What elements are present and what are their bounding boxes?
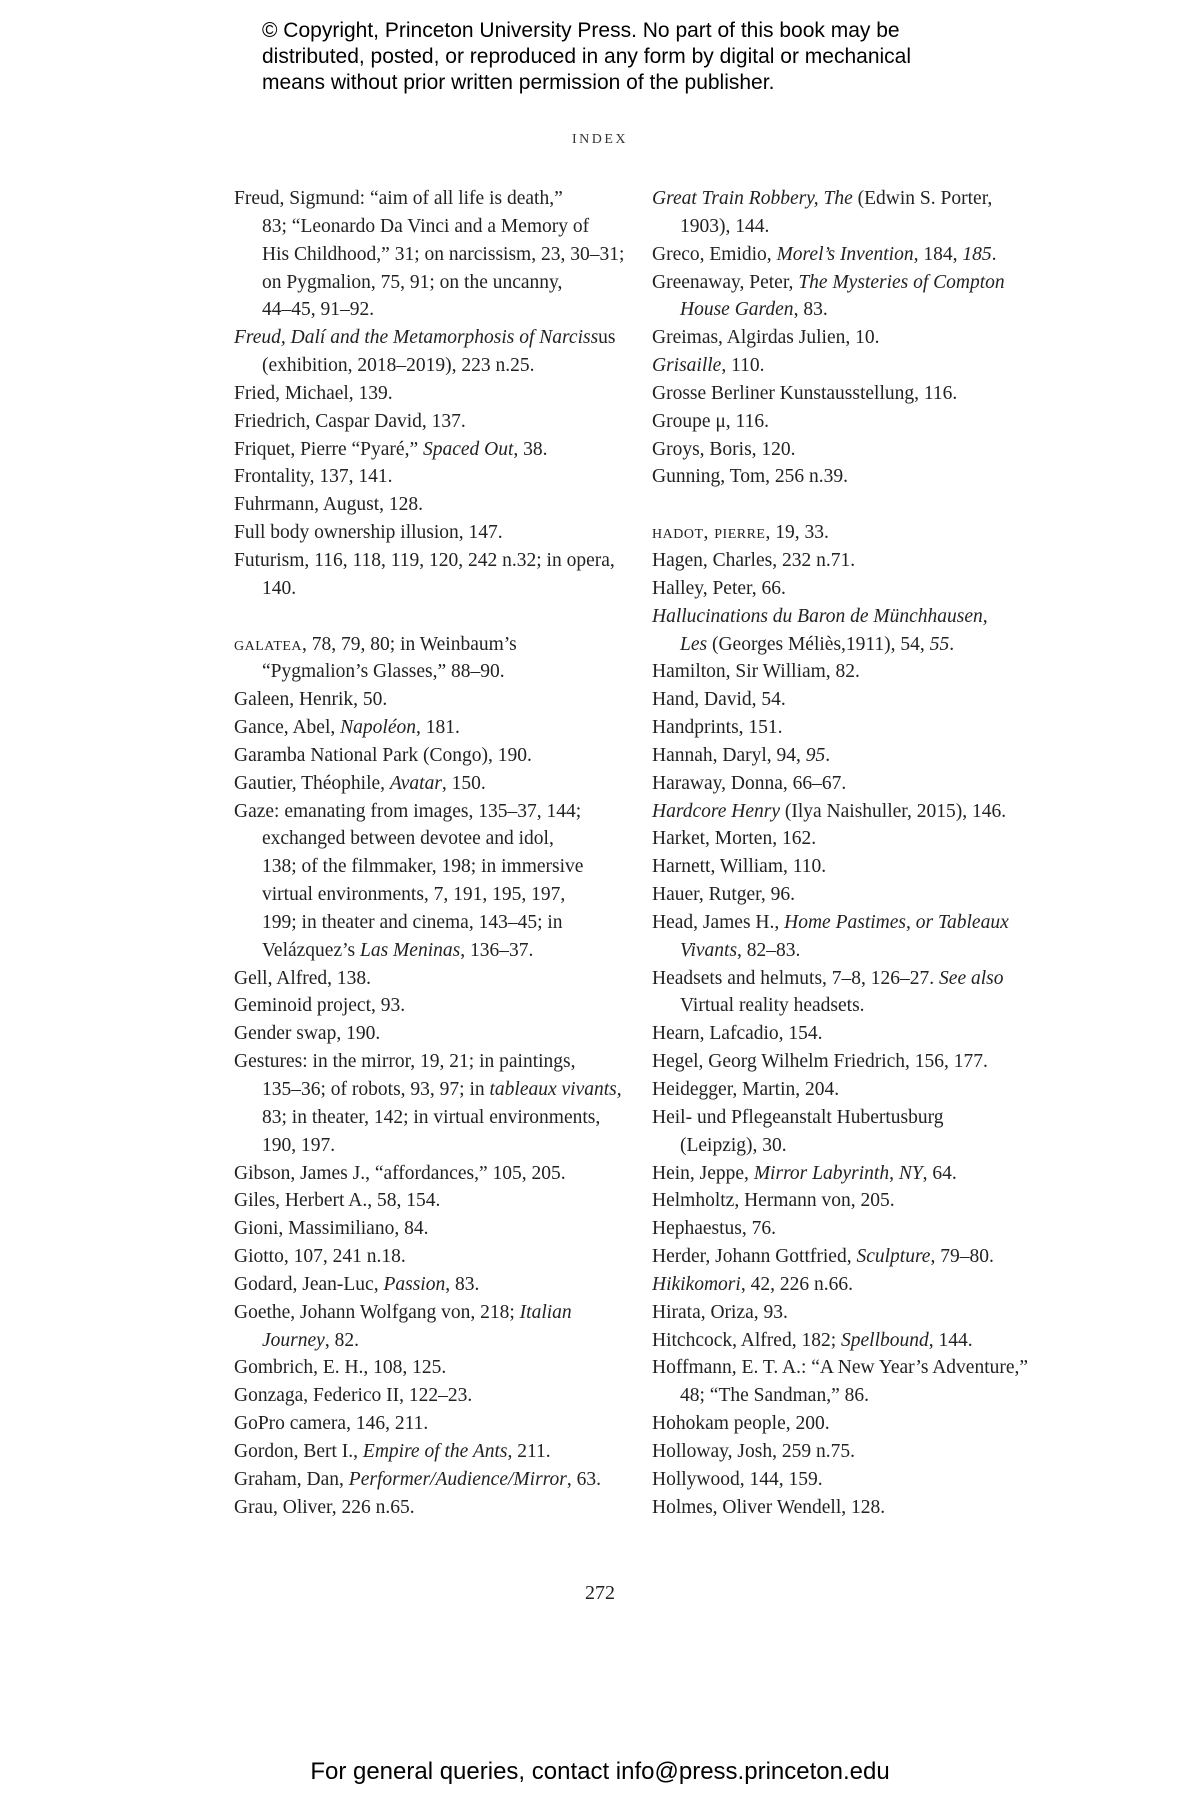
text: Gordon, Bert I., (234, 1440, 363, 1462)
index-entry: Hearn, Lafcadio, 154. (652, 1023, 823, 1045)
text: Gautier, Théophile, (234, 772, 390, 794)
italic-text: See also (939, 967, 1004, 989)
italic-text: Passion (383, 1273, 446, 1295)
index-entry (652, 965, 1052, 993)
index-entry: Hoffmann, E. T. A.: “A New Year’s Adventure,” (652, 1357, 1029, 1379)
index-entry: Fuhrmann, August, 128. (234, 494, 424, 516)
italic-text: tableaux vivants (489, 1079, 617, 1100)
small-caps-heading: galatea (234, 633, 303, 655)
index-entry-continuation: 190, 197. (262, 1134, 336, 1156)
text: Hein, Jeppe, (652, 1162, 754, 1184)
text: , 19, 33. (765, 522, 829, 544)
index-entry: Gestures: in the mirror, 19, 21; in paintings, (234, 1051, 576, 1073)
text: , 82–83. (737, 939, 801, 961)
index-entry (234, 1271, 634, 1299)
index-entry (234, 770, 634, 798)
index-entry (652, 1160, 1052, 1188)
index-entry: GoPro camera, 146, 211. (234, 1413, 429, 1435)
index-entry: Hirata, Oriza, 93. (652, 1301, 788, 1323)
index-entry: Giles, Herbert A., 58, 154. (234, 1190, 441, 1212)
italic-text: Sculpture (856, 1246, 931, 1268)
italic-text: Italian (519, 1301, 572, 1323)
text: . (949, 633, 955, 655)
text: , 83. (445, 1273, 480, 1295)
index-entry-continuation: (Leipzig), 30. (680, 1134, 787, 1156)
index-entry (652, 603, 1052, 631)
index-entry: Full body ownership illusion, 147. (234, 522, 503, 544)
index-entry: Galeen, Henrik, 50. (234, 689, 388, 711)
index-entry-continuation: exchanged between devotee and idol, (262, 828, 554, 850)
italic-text: Morel’s Invention (776, 243, 914, 265)
text: , 64. (922, 1162, 957, 1184)
index-entry-continuation: 48; “The Sandman,” 86. (680, 1385, 869, 1407)
index-entry-continuation: virtual environments, 7, 191, 195, 197, (262, 884, 566, 906)
italic-text: 55 (929, 633, 950, 655)
index-entry (652, 742, 1052, 770)
index-entry (652, 1271, 1052, 1299)
page-number: 272 (585, 1582, 615, 1604)
small-caps-heading: hadot, pierre (652, 522, 766, 544)
index-entry: Frontality, 137, 141. (234, 466, 393, 488)
copyright-line: means without prior written permission of the publisher. (262, 71, 775, 94)
index-entry: Harket, Morten, 162. (652, 828, 817, 850)
index-entry: Geminoid project, 93. (234, 995, 406, 1017)
index-entry: Grau, Oliver, 226 n.65. (234, 1496, 415, 1518)
text: , (616, 1079, 622, 1100)
copyright-notice (262, 18, 1022, 96)
index-entry-continuation: 44–45, 91–92. (262, 299, 375, 321)
index-entry-continuation (234, 1327, 634, 1355)
text: (Edwin S. Porter, (852, 188, 993, 209)
index-entry-continuation (234, 937, 634, 965)
italic-text: House Garden (680, 299, 794, 321)
copyright-line: distributed, posted, or reproduced in any form by digital or mechanical (262, 45, 912, 68)
text: . (825, 744, 831, 766)
italic-text: Las Meninas (360, 939, 461, 961)
index-entry: Groupe μ, 116. (652, 410, 769, 432)
text: Greenaway, Peter, (652, 271, 799, 293)
contact-footer: For general queries, contact info@press.princeton.edu (310, 1758, 890, 1785)
index-entry (234, 1438, 634, 1466)
italic-text: Spellbound (841, 1329, 929, 1351)
index-entry: Helmholtz, Hermann von, 205. (652, 1190, 895, 1212)
index-entry: Gunning, Tom, 256 n.39. (652, 466, 848, 488)
italic-text: Les (680, 633, 708, 655)
index-entry (234, 714, 634, 742)
index-entry: Garamba National Park (Congo), 190. (234, 744, 532, 766)
text: , 136–37. (460, 939, 534, 961)
index-entry: Gonzaga, Federico II, 122–23. (234, 1385, 473, 1407)
text: Goethe, Johann Wolfgang von, 218; (234, 1301, 520, 1323)
italic-text: Spaced Out (422, 438, 514, 460)
italic-text: Avatar (389, 772, 442, 794)
index-entry (234, 1299, 634, 1327)
text: Hitchcock, Alfred, 182; (652, 1329, 841, 1351)
section-gap (234, 603, 634, 631)
italic-text: Grisaille (652, 355, 722, 377)
index-entry: Heidegger, Martin, 204. (652, 1079, 840, 1100)
index-entry (652, 798, 1052, 826)
text: Hannah, Daryl, 94, (652, 744, 806, 766)
text: , 38. (513, 438, 548, 460)
index-entry: Greimas, Algirdas Julien, 10. (652, 327, 880, 349)
index-entry-continuation: 1903), 144. (680, 215, 770, 237)
index-entry: Holloway, Josh, 259 n.75. (652, 1440, 855, 1462)
italic-text: Hardcore Henry (652, 800, 780, 822)
index-entry: Hamilton, Sir William, 82. (652, 661, 860, 683)
index-column-left (234, 185, 634, 1522)
italic-text: Performer/Audience/Mirror (348, 1468, 567, 1490)
text: , 82. (324, 1329, 359, 1351)
index-entry: Gombrich, E. H., 108, 125. (234, 1357, 447, 1379)
copyright-line: © Copyright, Princeton University Press. No part of this book may be (262, 19, 900, 42)
index-entry: Gioni, Massimiliano, 84. (234, 1218, 429, 1240)
index-entry (652, 519, 1052, 547)
index-entry: Gell, Alfred, 138. (234, 967, 372, 989)
italic-text: Vivants (680, 939, 738, 961)
text: , 63. (566, 1468, 601, 1490)
index-entry: Gaze: emanating from images, 135–37, 144; (234, 800, 582, 822)
italic-text: Mirror Labyrinth, NY (753, 1162, 923, 1184)
index-entry (652, 1327, 1052, 1355)
index-entry: Groys, Boris, 120. (652, 438, 796, 460)
index-entry-continuation: 140. (262, 577, 297, 599)
text: , 144. (928, 1329, 973, 1351)
index-entry-continuation: Virtual reality headsets. (680, 995, 865, 1017)
text: , 184, (913, 243, 963, 265)
italic-text: The Mysteries of Compton (798, 271, 1005, 293)
index-entry (234, 324, 634, 352)
text: Gance, Abel, (234, 717, 341, 739)
index-entry: Handprints, 151. (652, 717, 783, 739)
text: Greco, Emidio, (652, 243, 777, 265)
italic-text: Hallucinations du Baron de Münchhausen, (652, 605, 988, 627)
index-entry-continuation (652, 937, 1052, 965)
index-entry (234, 631, 634, 659)
italic-text: Hikikomori (652, 1273, 741, 1295)
index-entry: Hand, David, 54. (652, 689, 786, 711)
italic-text: 185 (962, 243, 992, 265)
index-entry-continuation: 199; in theater and cinema, 143–45; in (262, 911, 563, 933)
index-entry (652, 352, 1052, 380)
index-entry-continuation (652, 631, 1052, 659)
text: , 42, 226 n.66. (740, 1273, 853, 1295)
index-entry (652, 1243, 1052, 1271)
index-entry: Hagen, Charles, 232 n.71. (652, 549, 856, 571)
italic-text: Journey (262, 1329, 325, 1351)
index-entry-continuation: 83; in theater, 142; in virtual environments, (262, 1106, 601, 1128)
text: , 83. (793, 299, 828, 321)
italic-text: Napoléon (340, 717, 416, 739)
text: Velázquez’s (262, 939, 360, 961)
text: , 181. (415, 717, 460, 739)
italic-text: Freud, Dalí and the Metamorphosis of Narciss (234, 327, 599, 349)
index-column-right (652, 185, 1052, 1522)
index-entry: Halley, Peter, 66. (652, 577, 786, 599)
index-entry: Friedrich, Caspar David, 137. (234, 410, 466, 432)
index-entry: Giotto, 107, 241 n.18. (234, 1246, 406, 1268)
index-entry-continuation: 138; of the filmmaker, 198; in immersive (262, 856, 584, 878)
text: Head, James H., (652, 911, 785, 933)
text: us (598, 327, 616, 349)
text: (Ilya Naishuller, 2015), 146. (779, 800, 1007, 822)
index-entry (652, 241, 1052, 269)
index-entry: Harnett, William, 110. (652, 856, 827, 878)
text: , 150. (441, 772, 486, 794)
index-entry: Hohokam people, 200. (652, 1413, 830, 1435)
index-entry-continuation: His Childhood,” 31; on narcissism, 23, 30–31; (262, 243, 625, 265)
index-entry (652, 909, 1052, 937)
text: (Georges Méliès,1911), 54, (707, 633, 930, 655)
text: Godard, Jean-Luc, (234, 1273, 384, 1295)
index-entry-continuation (234, 1076, 634, 1104)
index-entry (234, 436, 634, 464)
section-gap (652, 491, 1052, 519)
italic-text: 95 (805, 744, 826, 766)
index-entry: Fried, Michael, 139. (234, 382, 393, 404)
text: Herder, Johann Gottfried, (652, 1246, 857, 1268)
text: . (991, 243, 997, 265)
italic-text: Empire of the Ants, (362, 1440, 513, 1462)
italic-text: Great Train Robbery, The (652, 188, 853, 209)
text: 211. (512, 1440, 551, 1462)
text: , 79–80. (930, 1246, 994, 1268)
index-entry: Grosse Berliner Kunstausstellung, 116. (652, 382, 958, 404)
index-entry: Futurism, 116, 118, 119, 120, 242 n.32; in opera, (234, 549, 615, 571)
index-entry-continuation: (exhibition, 2018–2019), 223 n.25. (262, 355, 535, 377)
index-entry: Heil- und Pflegeanstalt Hubertusburg (652, 1106, 944, 1128)
text: Friquet, Pierre “Pyaré,” (234, 438, 423, 460)
index-entry: Hollywood, 144, 159. (652, 1468, 823, 1490)
text: Graham, Dan, (234, 1468, 349, 1490)
text: 135–36; of robots, 93, 97; in (262, 1079, 490, 1100)
text: , 110. (721, 355, 765, 377)
index-entry: Hegel, Georg Wilhelm Friedrich, 156, 177. (652, 1051, 988, 1073)
text: , 78, 79, 80; in Weinbaum’s (302, 633, 517, 655)
index-entry-continuation: on Pygmalion, 75, 91; on the uncanny, (262, 271, 563, 293)
index-entry-continuation (652, 296, 1052, 324)
index-entry-continuation: “Pygmalion’s Glasses,” 88–90. (262, 661, 505, 683)
index-entry (652, 185, 1052, 213)
index-entry: Freud, Sigmund: “aim of all life is death,” (234, 188, 563, 209)
index-entry: Holmes, Oliver Wendell, 128. (652, 1496, 886, 1518)
index-entry: Gender swap, 190. (234, 1023, 381, 1045)
italic-text: Home Pastimes, or Tableaux (784, 911, 1009, 933)
index-entry: Hephaestus, 76. (652, 1218, 777, 1240)
index-entry (234, 1466, 634, 1494)
text: Headsets and helmuts, 7–8, 126–27. (652, 967, 940, 989)
index-entry-continuation: 83; “Leonardo Da Vinci and a Memory of (262, 215, 590, 237)
index-entry: Hauer, Rutger, 96. (652, 884, 796, 906)
index-entry (652, 269, 1052, 297)
index-entry: Haraway, Donna, 66–67. (652, 772, 847, 794)
running-head: INDEX (571, 132, 629, 147)
index-entry: Gibson, James J., “affordances,” 105, 205. (234, 1162, 566, 1184)
